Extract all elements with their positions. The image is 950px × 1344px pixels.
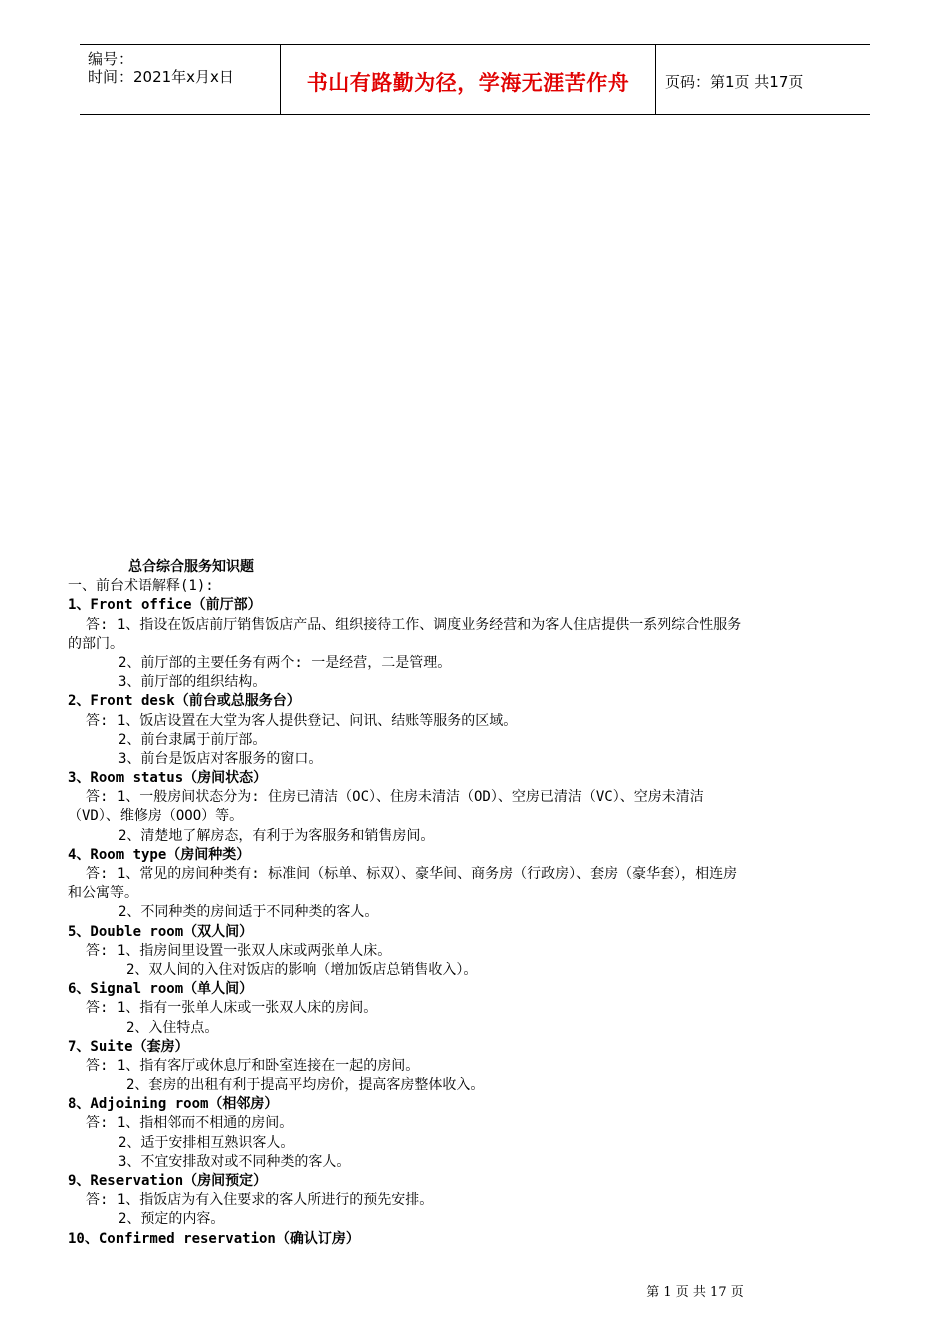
text-line: 答: 1、指房间里设置一张双人床或两张单人床。 bbox=[86, 942, 392, 959]
text-line: 3、不宜安排敌对或不同种类的客人。 bbox=[118, 1153, 351, 1170]
section-heading: 3、Room status（房间状态） bbox=[68, 770, 268, 787]
text-line: 3、前台是饭店对客服务的窗口。 bbox=[118, 750, 323, 767]
section-heading: 9、Reservation（房间预定） bbox=[68, 1173, 268, 1189]
time-label: 时间：2021年x月x日 bbox=[88, 68, 234, 86]
text-line: 2、适于安排相互熟识客人。 bbox=[118, 1134, 295, 1151]
text-line: 答: 1、指设在饭店前厅销售饭店产品、组织接待工作、调度业务经营和为客人住店提供一系列综合性服务 bbox=[86, 616, 742, 633]
section-heading: 4、Room type（房间种类） bbox=[68, 846, 251, 863]
text-line: 2、套房的出租有利于提高平均房价，提高客房整体收入。 bbox=[126, 1077, 485, 1094]
text-line: 的部门。 bbox=[68, 635, 124, 652]
document-title: 总合综合服务知识题 bbox=[128, 559, 254, 575]
text-line: 3、前厅部的组织结构。 bbox=[118, 674, 267, 691]
section-heading: 10、Confirmed reservation（确认订房） bbox=[68, 1230, 360, 1247]
section-heading: 2、Front desk（前台或总服务台） bbox=[68, 693, 301, 710]
header-meta-cell bbox=[80, 45, 280, 114]
text-line: 2、前厅部的主要任务有两个: 一是经营，二是管理。 bbox=[118, 654, 452, 671]
text-line: 2、前台隶属于前厅部。 bbox=[118, 731, 267, 748]
section-heading: 8、Adjoining room（相邻房） bbox=[68, 1096, 279, 1113]
text-line: 一、前台术语解释(1): bbox=[68, 578, 214, 595]
text-line: 答: 1、指饭店为有入住要求的客人所进行的预先安排。 bbox=[86, 1192, 434, 1209]
text-line: 答: 1、饭店设置在大堂为客人提供登记、问讯、结账等服务的区域。 bbox=[86, 712, 518, 729]
text-line: 2、不同种类的房间适于不同种类的客人。 bbox=[118, 904, 379, 921]
text-line: 和公寓等。 bbox=[68, 885, 138, 902]
text-line: 2、双人间的入住对饭店的影响（增加饭店总销售收入）。 bbox=[126, 961, 478, 978]
text-line: 答: 1、一般房间状态分为: 住房已清洁（OC）、住房未清洁（OD）、空房已清洁（VC）、空房未清洁 bbox=[86, 789, 704, 806]
header-motto-cell bbox=[280, 45, 656, 114]
text-line: 答: 1、指有客厅或休息厅和卧室连接在一起的房间。 bbox=[86, 1057, 420, 1074]
text-line: 2、入住特点。 bbox=[126, 1019, 219, 1036]
text-line: （VD）、维修房（OOO）等。 bbox=[68, 808, 244, 825]
section-heading: 7、Suite（套房） bbox=[68, 1038, 189, 1055]
section-heading: 5、Double room（双人间） bbox=[68, 923, 254, 940]
motto-text: 书山有路勤为径，学海无涯苦作舟 bbox=[306, 71, 630, 95]
text-line: 答: 1、指有一张单人床或一张双人床的房间。 bbox=[86, 1000, 378, 1017]
page-info: 页码：第1页 共17页 bbox=[665, 73, 804, 91]
section-heading: 6、Signal room（单人间） bbox=[68, 981, 254, 998]
header-page-cell bbox=[655, 45, 870, 114]
text-line: 2、预定的内容。 bbox=[118, 1211, 225, 1228]
code-label: 编号： bbox=[88, 50, 134, 68]
document-body bbox=[68, 558, 888, 1249]
section-heading: 1、Front office（前厅部） bbox=[68, 597, 262, 614]
page-header bbox=[80, 44, 870, 115]
page-footer: 第 1 页 共 17 页 bbox=[646, 1285, 744, 1300]
text-line: 2、清楚地了解房态，有利于为客服务和销售房间。 bbox=[118, 827, 435, 844]
document-lines bbox=[68, 577, 888, 1249]
text-line: 答: 1、常见的房间种类有: 标准间（标单、标双）、豪华间、商务房（行政房）、套房（豪华套），相连房 bbox=[86, 866, 738, 882]
text-line: 答: 1、指相邻而不相通的房间。 bbox=[86, 1115, 294, 1132]
